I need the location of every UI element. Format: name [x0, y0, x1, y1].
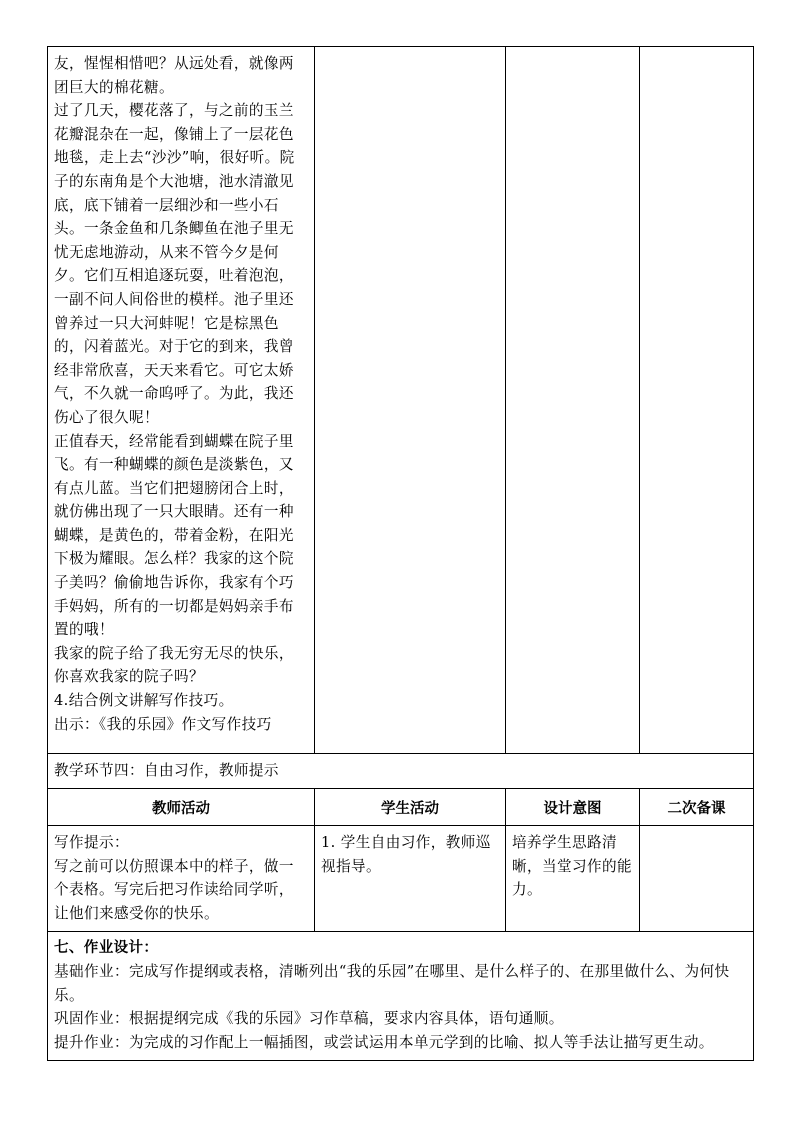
homework-row — [48, 932, 753, 1060]
student-activity-cell — [315, 826, 506, 931]
header-student-activity: 学生活动 — [315, 789, 506, 825]
teaching-step: 出示：《我的乐园》作文写作技巧 — [54, 715, 272, 733]
example-text-row — [48, 47, 753, 754]
second-prep-cell — [640, 826, 753, 931]
activity-row — [48, 826, 753, 932]
homework-consolidate: 巩固作业：根据提纲完成《我的乐园》习作草稿，要求内容具体，语句通顺。 — [54, 1010, 564, 1028]
design-intent-cell — [506, 826, 640, 931]
design-intent-text: 培养学生思路清晰，当堂习作的能力。 — [512, 834, 632, 899]
writing-tip-text: 写之前可以仿照课本中的样子，做一个表格。写完后把习作读给同学听，让他们来感受你的快乐。 — [54, 857, 294, 922]
second-prep-cell-empty — [640, 47, 753, 753]
table-header-row — [48, 789, 753, 826]
student-activity-cell-empty — [315, 47, 506, 753]
student-activity-text: 1. 学生自由习作，教师巡视指导。 — [321, 834, 491, 875]
header-design-intent: 设计意图 — [506, 789, 640, 825]
teaching-step: 4.结合例文讲解写作技巧。 — [54, 692, 234, 710]
header-teacher-activity: 教师活动 — [48, 789, 315, 825]
lesson-plan-table — [47, 46, 754, 1061]
homework-cell — [48, 932, 753, 1060]
homework-advanced: 提升作业：为完成的习作配上一幅插图，或尝试运用本单元学到的比喻、拟人等手法让描写更生动。 — [54, 1033, 714, 1051]
example-paragraph: 我家的院子给了我无穷无尽的快乐，你喜欢我家的院子吗？ — [54, 644, 294, 686]
example-text-cell — [48, 47, 315, 753]
teacher-activity-cell — [48, 826, 315, 931]
design-intent-cell-empty — [506, 47, 640, 753]
writing-tip-label: 写作提示： — [54, 834, 129, 851]
example-paragraph: 友，惺惺相惜吧？从远处看，就像两团巨大的棉花糖。 — [54, 55, 294, 96]
section-four-row — [48, 754, 753, 789]
section-four-title: 教学环节四：自由习作，教师提示 — [54, 762, 279, 780]
homework-basic: 基础作业：完成写作提纲或表格，清晰列出“我的乐园”在哪里、是什么样子的、在那里做什么、为何快乐。 — [54, 963, 730, 1004]
example-paragraph: 正值春天，经常能看到蝴蝶在院子里飞。有一种蝴蝶的颜色是淡紫色，又有点儿蓝。当它们把翅膀闭合上时，就仿佛出现了一只大眼睛。还有一种蝴蝶，是黄色的，带着金粉，在阳光下极为耀眼。怎么样？我家的这个院子美吗？偷偷地告诉你，我家有个巧手妈妈，所有的一切都是妈妈亲手布置的哦！ — [54, 432, 294, 639]
example-paragraph: 过了几天，樱花落了，与之前的玉兰花瓣混杂在一起，像铺上了一层花色地毯，走上去“沙沙”响，很好听。院子的东南角是个大池塘，池水清澈见底，底下铺着一层细沙和一些小石头。一条金鱼和几条鲫鱼在池子里无忧无虑地游动，从来不管今夕是何夕。它们互相追逐玩耍，吐着泡泡，一副不问人间俗世的模样。池子里还曾养过一只大河蚌呢！它是棕黑色的，闪着蓝光。对于它的到来，我曾经非常欣喜，天天来看它。可它太娇气，不久就一命呜呼了。为此，我还伤心了很久呢！ — [54, 102, 295, 426]
homework-title: 七、作业设计： — [54, 940, 159, 956]
header-second-prep: 二次备课 — [667, 800, 726, 817]
